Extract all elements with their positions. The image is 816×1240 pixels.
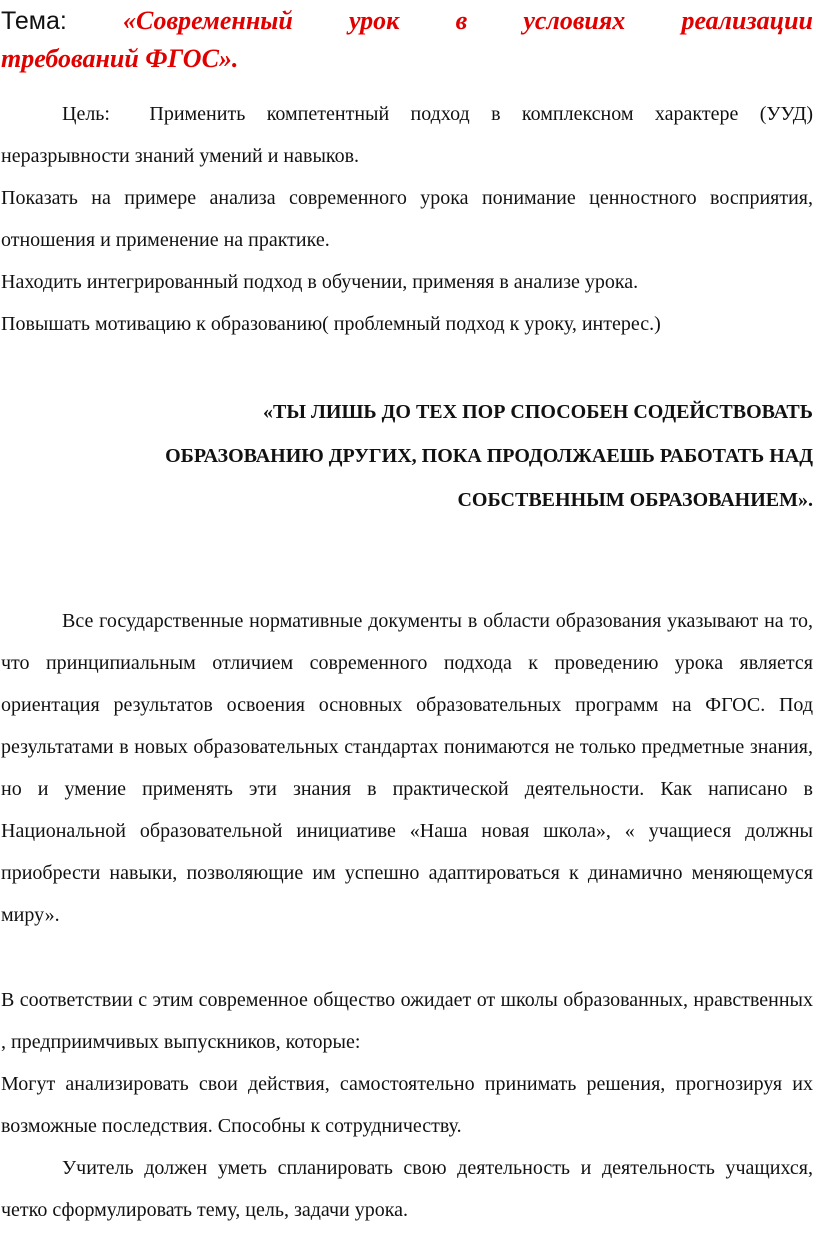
topic-title-line1: «Современный урок в условиях реализации [123, 6, 814, 35]
body-paragraph: Все государственные нормативные документы в области образования указывают на то, что принципиальным отличием современного подхода к проведению урока является ориентация результатов освоения основных образовательных программ на ФГОС. Под результатами в новых образовательных стандартах понимаются не только предметные знания, но и умение применять эти знания в практической деятельности. Как написано в Национальной образовательной инициативе «Наша новая школа», « учащиеся должны приобрести навыки, позволяющие им успешно адаптироваться к динамично меняющемуся миру». [1, 610, 813, 926]
body-paragraph: В соответствии с этим современное общество ожидает от школы образованных, нравственных , предприимчивых выпускников, которые: [1, 989, 813, 1053]
topic-label: Тема: [1, 7, 67, 35]
goal-label: Цель: [62, 103, 110, 125]
quote-line: ОБРАЗОВАНИЮ ДРУГИХ, ПОКА ПРОДОЛЖАЕШЬ РАБОТАТЬ НАД [165, 445, 813, 467]
goal-item: Показать на примере анализа современного урока понимание ценностного восприятия, отношения и применение на практике. [1, 187, 813, 251]
body-paragraph: Учитель должен уметь спланировать свою деятельность и деятельность учащихся, четко сформулировать тему, цель, задачи урока. [1, 1157, 813, 1221]
goal-paragraph [1, 93, 813, 177]
goal-item: Находить интегрированный подход в обучении, применяя в анализе урока. [1, 271, 639, 293]
goal-item: Повышать мотивацию к образованию( проблемный подход к уроку, интерес.) [1, 313, 661, 335]
topic-title-line2: требований ФГОС». [1, 44, 239, 73]
body-paragraph: Могут анализировать свои действия, самостоятельно принимать решения, прогнозируя их возможные последствия. Способны к сотрудничеству. [1, 1073, 813, 1137]
quote-line: «ТЫ ЛИШЬ ДО ТЕХ ПОР СПОСОБЕН СОДЕЙСТВОВАТЬ [263, 401, 813, 423]
goal-text: Применить компетентный подход в комплексном характере (УУД) неразрывности знаний умений и навыков. [1, 103, 813, 167]
epigraph-quote [1, 390, 813, 522]
topic-line [1, 2, 813, 40]
quote-line: СОБСТВЕННЫМ ОБРАЗОВАНИЕМ». [457, 489, 813, 511]
